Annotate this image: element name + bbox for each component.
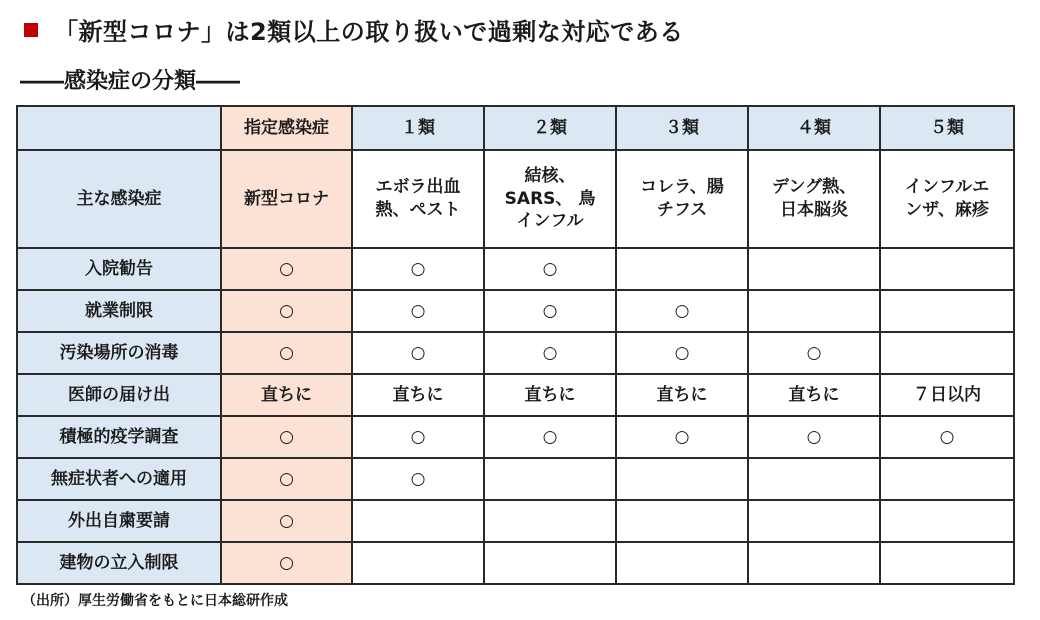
table-cell xyxy=(748,248,880,290)
table-cell: 直ちに xyxy=(484,374,616,416)
table-cell: 直ちに xyxy=(616,374,748,416)
circle-mark-icon: ○ xyxy=(352,248,484,290)
table-cell xyxy=(616,542,748,584)
row-label: 無症状者への適用 xyxy=(17,458,221,500)
header-cell: ５類 xyxy=(880,106,1014,150)
circle-mark-icon: ○ xyxy=(616,416,748,458)
table-cell xyxy=(880,332,1014,374)
page-title: 「新型コロナ」は2類以上の取り扱いで過剰な対応である xyxy=(54,18,684,46)
table-row xyxy=(17,374,1014,416)
row-label: 建物の立入制限 xyxy=(17,542,221,584)
circle-mark-icon: ○ xyxy=(352,290,484,332)
row-label: 積極的疫学調査 xyxy=(17,416,221,458)
circle-mark-icon: ○ xyxy=(616,290,748,332)
circle-mark-icon: ○ xyxy=(616,332,748,374)
table-row xyxy=(17,458,1014,500)
table-cell xyxy=(748,542,880,584)
table-cell xyxy=(748,500,880,542)
disease-cell: デング熱、 日本脳炎 xyxy=(748,150,880,248)
circle-mark-icon: ○ xyxy=(221,290,352,332)
table-cell: 直ちに xyxy=(352,374,484,416)
circle-mark-icon: ○ xyxy=(221,458,352,500)
row-label: 外出自粛要請 xyxy=(17,500,221,542)
disease-cell: 結核、 SARS、 鳥 インフル xyxy=(484,150,616,248)
title-row xyxy=(24,12,684,47)
table-cell xyxy=(880,458,1014,500)
table-cell xyxy=(880,542,1014,584)
disease-cell: エボラ出血 熱、ペスト xyxy=(352,150,484,248)
table-cell xyxy=(616,500,748,542)
table-cell xyxy=(352,500,484,542)
row-label: 入院勧告 xyxy=(17,248,221,290)
header-cell: 指定感染症 xyxy=(221,106,352,150)
disease-cell: インフルエ ンザ、麻疹 xyxy=(880,150,1014,248)
table-row xyxy=(17,542,1014,584)
table-cell xyxy=(616,248,748,290)
table-cell xyxy=(880,500,1014,542)
row-label: 主な感染症 xyxy=(17,150,221,248)
circle-mark-icon: ○ xyxy=(484,290,616,332)
circle-mark-icon: ○ xyxy=(880,416,1014,458)
table-cell xyxy=(484,542,616,584)
table-row xyxy=(17,248,1014,290)
disease-cell: コレラ、腸 チフス xyxy=(616,150,748,248)
table-cell xyxy=(616,458,748,500)
header-cell: ２類 xyxy=(484,106,616,150)
table-cell xyxy=(352,542,484,584)
table-cell xyxy=(880,248,1014,290)
table-cell: 直ちに xyxy=(221,374,352,416)
table-cell xyxy=(484,500,616,542)
circle-mark-icon: ○ xyxy=(748,332,880,374)
table-cell: 直ちに xyxy=(748,374,880,416)
classification-table xyxy=(16,105,1015,585)
circle-mark-icon: ○ xyxy=(484,416,616,458)
circle-mark-icon: ○ xyxy=(352,416,484,458)
circle-mark-icon: ○ xyxy=(221,542,352,584)
table-cell xyxy=(880,290,1014,332)
circle-mark-icon: ○ xyxy=(352,332,484,374)
row-label: 汚染場所の消毒 xyxy=(17,332,221,374)
table-cell: ７日以内 xyxy=(880,374,1014,416)
circle-mark-icon: ○ xyxy=(221,248,352,290)
header-cell: ４類 xyxy=(748,106,880,150)
table-row xyxy=(17,500,1014,542)
circle-mark-icon: ○ xyxy=(352,458,484,500)
header-corner-cell xyxy=(17,106,221,150)
table-row xyxy=(17,416,1014,458)
source-note: （出所）厚生労働省をもとに日本総研作成 xyxy=(22,593,288,609)
row-label: 就業制限 xyxy=(17,290,221,332)
circle-mark-icon: ○ xyxy=(221,332,352,374)
disease-cell: 新型コロナ xyxy=(221,150,352,248)
circle-mark-icon: ○ xyxy=(221,500,352,542)
table-cell xyxy=(748,458,880,500)
table-header-row xyxy=(17,106,1014,150)
header-cell: ３類 xyxy=(616,106,748,150)
table-row xyxy=(17,150,1014,248)
table-row xyxy=(17,290,1014,332)
section-subtitle: ――感染症の分類―― xyxy=(20,69,241,94)
header-cell: １類 xyxy=(352,106,484,150)
circle-mark-icon: ○ xyxy=(221,416,352,458)
table-cell xyxy=(484,458,616,500)
circle-mark-icon: ○ xyxy=(484,248,616,290)
circle-mark-icon: ○ xyxy=(484,332,616,374)
circle-mark-icon: ○ xyxy=(748,416,880,458)
row-label: 医師の届け出 xyxy=(17,374,221,416)
table-cell xyxy=(748,290,880,332)
table-row xyxy=(17,332,1014,374)
title-bullet-icon xyxy=(24,23,38,37)
